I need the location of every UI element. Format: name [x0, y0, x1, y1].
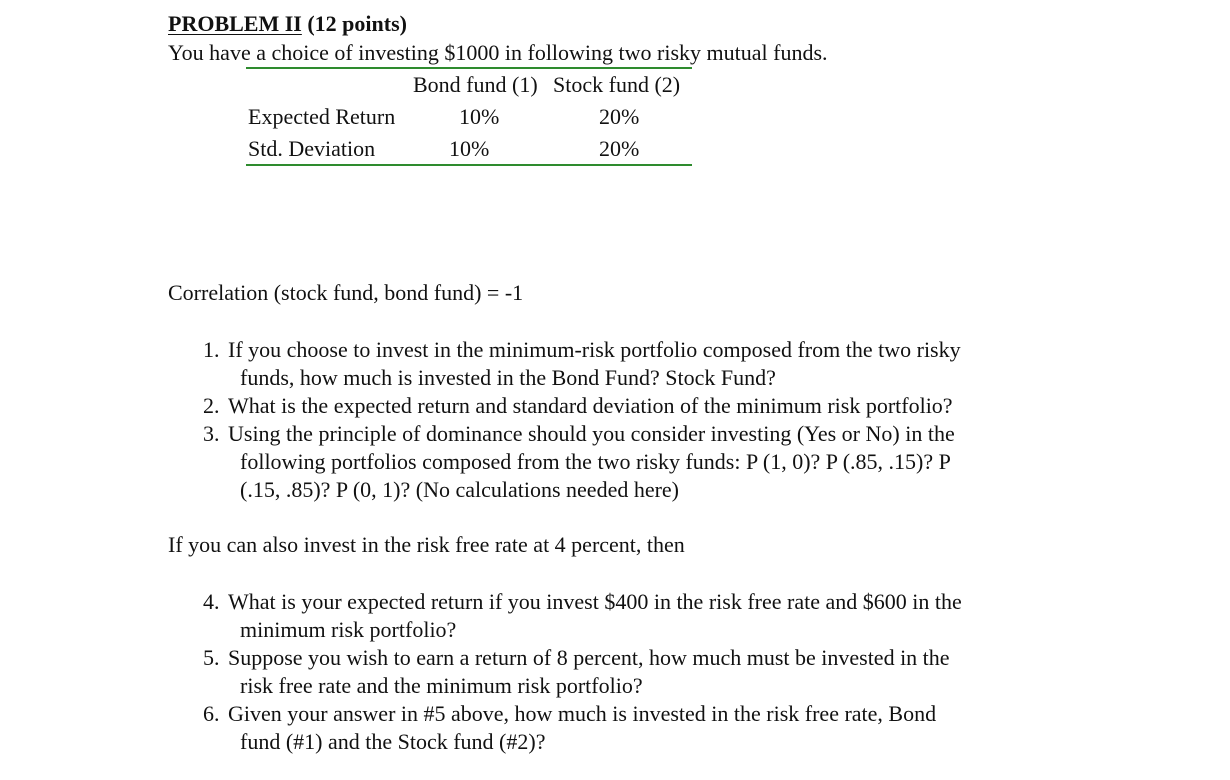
problem-heading: PROBLEM II	[168, 11, 302, 36]
table-bottom-rule	[246, 164, 692, 166]
table-header-stock: Stock fund (2)	[553, 72, 681, 97]
cell-stock-expected-return: 20%	[599, 104, 640, 129]
question-number: 2.	[203, 393, 220, 418]
question-number: 6.	[203, 701, 220, 726]
question-3	[203, 420, 955, 504]
row-label-std-deviation: Std. Deviation	[248, 136, 376, 161]
question-4	[203, 588, 962, 644]
risk-free-intro: If you can also invest in the risk free rate at 4 percent, then	[168, 532, 685, 557]
cell-bond-std-deviation: 10%	[449, 136, 490, 161]
question-number: 5.	[203, 645, 220, 670]
question-text-line: minimum risk portfolio?	[240, 617, 457, 642]
question-number: 3.	[203, 421, 220, 446]
question-text-line: What is your expected return if you invest $400 in the risk free rate and $600 in the	[228, 589, 962, 614]
question-2	[203, 392, 953, 420]
question-6	[203, 700, 936, 756]
question-text-line: risk free rate and the minimum risk portfolio?	[240, 673, 643, 698]
question-text-line: (.15, .85)? P (0, 1)? (No calculations needed here)	[240, 477, 680, 502]
question-text-line: fund (#1) and the Stock fund (#2)?	[240, 729, 546, 754]
question-number: 1.	[203, 337, 220, 362]
problem-title	[168, 10, 407, 38]
problem-intro: You have a choice of investing $1000 in following two risky mutual funds.	[168, 40, 828, 65]
table-top-rule	[246, 67, 692, 69]
question-text-line: If you choose to invest in the minimum-risk portfolio composed from the two risky	[228, 337, 961, 362]
question-text-line: following portfolios composed from the two risky funds: P (1, 0)? P (.85, .15)? P	[240, 449, 951, 474]
table-header-bond: Bond fund (1)	[413, 72, 538, 97]
question-number: 4.	[203, 589, 220, 614]
row-label-expected-return: Expected Return	[248, 104, 396, 129]
question-text-line: Suppose you wish to earn a return of 8 percent, how much must be invested in the	[228, 645, 950, 670]
question-text-line: Using the principle of dominance should you consider investing (Yes or No) in the	[228, 421, 955, 446]
question-1	[203, 336, 961, 392]
cell-stock-std-deviation: 20%	[599, 136, 640, 161]
question-text-line: What is the expected return and standard deviation of the minimum risk portfolio?	[228, 393, 953, 418]
cell-bond-expected-return: 10%	[459, 104, 500, 129]
question-text-line: Given your answer in #5 above, how much is invested in the risk free rate, Bond	[228, 701, 937, 726]
problem-points: (12 points)	[307, 11, 407, 36]
question-text-line: funds, how much is invested in the Bond Fund? Stock Fund?	[240, 365, 776, 390]
question-5	[203, 644, 950, 700]
correlation-statement: Correlation (stock fund, bond fund) = -1	[168, 280, 524, 305]
